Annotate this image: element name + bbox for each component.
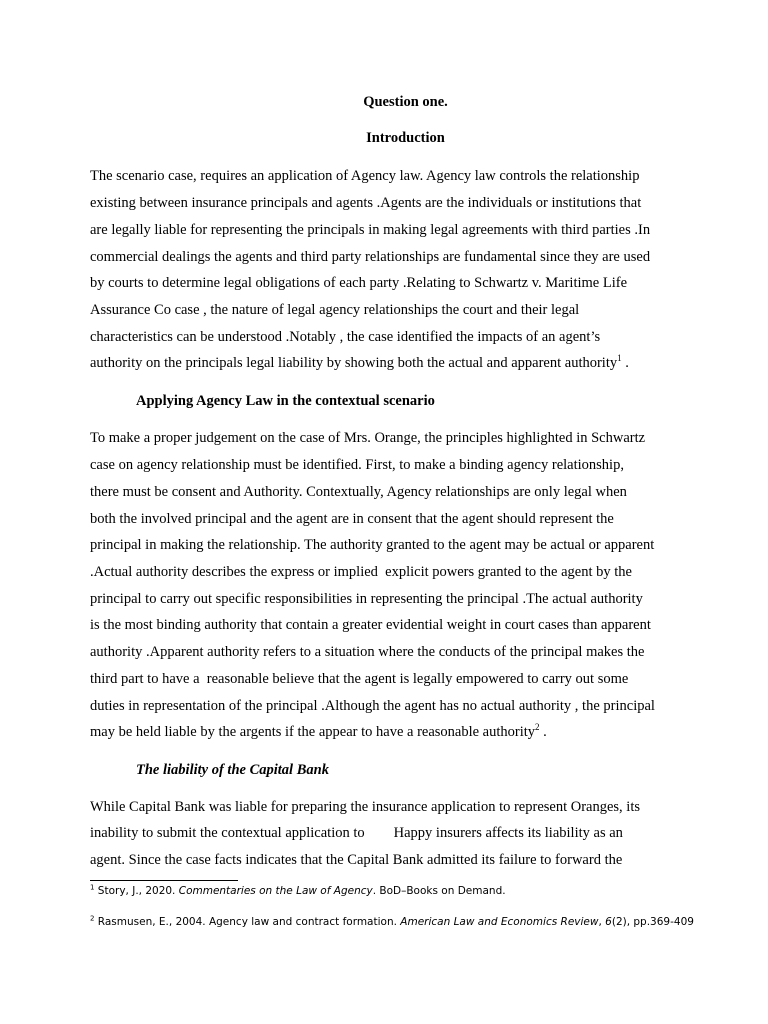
introduction-heading: Introduction	[366, 130, 445, 146]
footnote-number: 2	[90, 914, 95, 923]
footnote-text: ,	[598, 916, 606, 928]
paragraph-line: While Capital Bank was liable for preparing the insurance application to represent Oranges, its	[90, 799, 641, 815]
paragraph-line: existing between insurance principals and agents .Agents are the individuals or institutions that	[90, 195, 642, 211]
question-heading: Question one.	[363, 94, 448, 110]
footnote-volume: 6	[605, 916, 612, 928]
paragraph-line: are legally liable for representing the principals in making legal agreements with third parties .In	[90, 222, 651, 238]
paragraph-line: is the most binding authority that contain a greater evidential weight in court cases than apparent	[90, 617, 651, 633]
paragraph-line	[90, 722, 690, 742]
paragraph-line	[90, 353, 690, 373]
footnote-title: Commentaries on the Law of Agency	[178, 885, 373, 897]
paragraph-line: agent. Since the case facts indicates that the Capital Bank admitted its failure to forward the	[90, 852, 623, 868]
paragraph-line: commercial dealings the agents and third party relationships are fundamental since they are used	[90, 249, 651, 265]
applying-agency-law-heading: Applying Agency Law in the contextual scenario	[136, 393, 435, 409]
paragraph-line: third part to have a reasonable believe that the agent is legally empowered to carry out some	[90, 671, 629, 687]
paragraph-line: To make a proper judgement on the case of Mrs. Orange, the principles highlighted in Schwartz	[90, 430, 646, 446]
footnote-1	[90, 884, 730, 898]
footnote-text: (2), pp.369-409	[611, 916, 694, 928]
capital-bank-liability-heading: The liability of the Capital Bank	[136, 762, 329, 778]
line-tail: .	[621, 355, 629, 371]
paragraph-line: .Actual authority describes the express or implied explicit powers granted to the agent by the	[90, 564, 632, 580]
line-text: authority on the principals legal liability by showing both the actual and apparent authority	[90, 355, 618, 371]
paragraph-line: The scenario case, requires an application of Agency law. Agency law controls the relationship	[90, 168, 640, 184]
paragraph-line: duties in representation of the principal .Although the agent has no actual authority , the principal	[90, 698, 655, 714]
paragraph-line: both the involved principal and the agent are in consent that the agent should represent the	[90, 511, 614, 527]
paragraph-line: by courts to determine legal obligations of each party .Relating to Schwartz v. Maritime Life	[90, 275, 628, 291]
footnote-ref-1[interactable]: 1	[617, 353, 622, 364]
footnote-separator	[90, 880, 238, 881]
footnote-title: American Law and Economics Review	[400, 916, 599, 928]
footnote-text: . BoD–Books on Demand.	[372, 885, 506, 897]
footnote-2	[90, 915, 730, 929]
footnote-text: Story, J., 2020.	[94, 885, 179, 897]
paragraph-line: characteristics can be understood .Notably , the case identified the impacts of an agent’s	[90, 329, 601, 345]
paragraph-line: there must be consent and Authority. Contextually, Agency relationships are only legal when	[90, 484, 627, 500]
line-text: may be held liable by the argents if the appear to have a reasonable authority	[90, 724, 536, 740]
paragraph-line: principal to carry out specific responsibilities in representing the principal .The actual authority	[90, 591, 643, 607]
paragraph-line: inability to submit the contextual application to Happy insurers affects its liability as an	[90, 825, 623, 841]
paragraph-line: principal in making the relationship. The authority granted to the agent may be actual or apparent	[90, 537, 655, 553]
footnote-ref-2[interactable]: 2	[535, 722, 540, 733]
footnote-number: 1	[90, 883, 95, 892]
paragraph-line: case on agency relationship must be identified. First, to make a binding agency relationship,	[90, 457, 624, 473]
footnote-text: Rasmusen, E., 2004. Agency law and contract formation.	[94, 916, 401, 928]
line-tail: .	[539, 724, 547, 740]
paragraph-line: Assurance Co case , the nature of legal agency relationships the court and their legal	[90, 302, 580, 318]
paragraph-line: authority .Apparent authority refers to a situation where the conducts of the principal makes the	[90, 644, 645, 660]
